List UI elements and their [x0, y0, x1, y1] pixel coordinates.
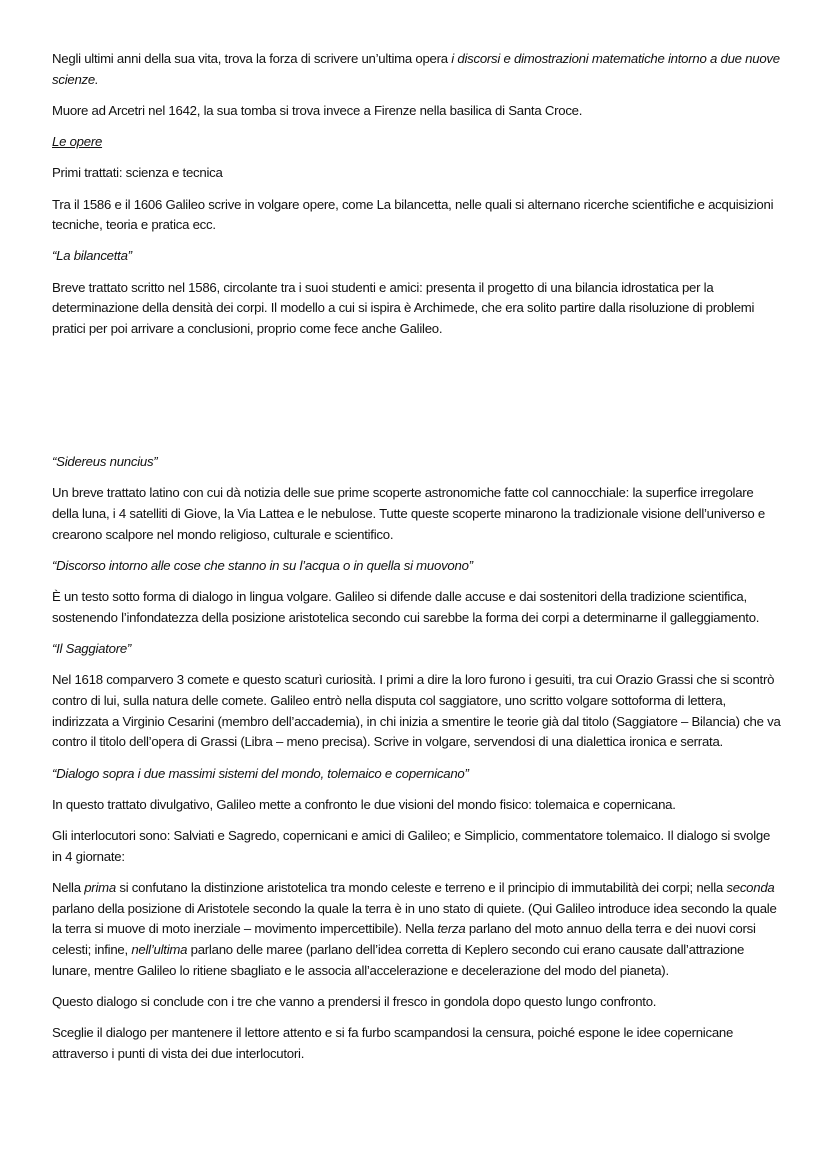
- paragraph-bilancetta: Breve trattato scritto nel 1586, circolante tra i suoi studenti e amici: presenta il progetto di una bilancia idrostatica per la determinazione della densità dei corpi. Il modello a cui si ispira è Archimede, che era solito partire dalla risoluzione di problemi pratici per poi arrivare a conclusioni, proprio come fece anche Galileo.: [52, 279, 755, 337]
- emphasis: seconda: [726, 879, 775, 895]
- paragraph-giornate: [52, 878, 782, 982]
- text: si confutano la distinzione aristotelica tra mondo celeste e terreno e il principio di immutabilità dei corpi; nella: [115, 879, 727, 895]
- paragraph-saggiatore: Nel 1618 comparvero 3 comete e questo scaturì curiosità. I primi a dire la loro furono i gesuiti, tra cui Orazio Grassi che si scontrò contro di lui, sulla natura delle comete. Galileo entrò nella disputa col saggiatore, uno scritto volgare sottoforma di lettera, indirizzata a Virginio Cesarini (membro dell’accademia), in chi inizia a smentire le teorie già dal titolo (Saggiatore – Bilancia) che va contro il titolo dell’opera di Grassi (Libra – meno precisa). Scrive in volgare, servendosi di una dialettica ironica e serrata.: [52, 672, 781, 750]
- paragraph-primi-trattati: Primi trattati: scienza e tecnica: [52, 165, 223, 181]
- paragraph-last-work: [52, 49, 782, 90]
- emphasis: nell’ultima: [131, 942, 188, 958]
- paragraph-sidereus: Un breve trattato latino con cui dà notizia delle sue prime scoperte astronomiche fatte col cannocchiale: la superfice irregolare della luna, i 4 satelliti di Giove, la Via Lattea e le nebulose. Tutte queste scoperte minarono la tradizionale visione dell’universo e crearono scalpore nel mondo religioso, culturale e scientifico.: [52, 485, 766, 542]
- text: Nella: [52, 879, 85, 895]
- text: Negli ultimi anni della sua vita, trova la forza di scrivere un’ultima opera: [52, 51, 452, 66]
- paragraph-conclusione: Questo dialogo si conclude con i tre che vanno a prendersi il fresco in gondola dopo questo lungo confronto.: [52, 994, 657, 1009]
- section-heading-opere: Le opere: [52, 134, 103, 150]
- text: parlano delle maree (parlano dell’idea corretta di Keplero secondo cui erano causate dall’attrazione lunare, mentre Galileo lo ritiene sbagliato e le associa all’accelerazione e decelerazione del modo del pianeta).: [52, 942, 745, 978]
- paragraph-discorso: È un testo sotto forma di dialogo in lingua volgare. Galileo si difende dalle accuse e dai sostenitori della tradizione scientifica, sostenendo l’infondatezza della posizione aristotelica secondo cui sarebbe la forma dei corpi a determinarne il galleggiamento.: [52, 589, 760, 625]
- heading-saggiatore: “Il Saggiatore”: [52, 641, 132, 657]
- blank-space: [52, 350, 782, 452]
- heading-bilancetta: “La bilancetta”: [52, 248, 132, 264]
- emphasis: terza: [437, 921, 466, 937]
- paragraph-dialogo-intro: In questo trattato divulgativo, Galileo mette a confronto le due visioni del mondo fisico: tolemaica e copernicana.: [52, 796, 676, 812]
- heading-sidereus: “Sidereus nuncius”: [52, 454, 158, 470]
- text: parlano del moto annuo della terra e dei nuovi corsi celesti; infine,: [52, 921, 756, 958]
- paragraph-1586-1606: Tra il 1586 e il 1606 Galileo scrive in volgare opere, come La bilancetta, nelle quali si alternano ricerche scientifiche e acquisizioni tecniche, teoria e pratica ecc.: [52, 196, 774, 233]
- paragraph-death: Muore ad Arcetri nel 1642, la sua tomba si trova invece a Firenze nella basilica di Santa Croce.: [52, 102, 583, 118]
- work-title: i discorsi e dimostrazioni matematiche intorno a due nuove scienze.: [52, 51, 780, 87]
- paragraph-censura: Sceglie il dialogo per mantenere il lettore attento e si fa furbo scampandosi la censura, poiché espone le idee copernicane attraverso i punti di vista dei due interlocutori.: [52, 1025, 734, 1061]
- emphasis: prima: [84, 879, 116, 895]
- heading-dialogo: “Dialogo sopra i due massimi sistemi del mondo, tolemaico e copernicano”: [52, 765, 469, 781]
- text: parlano della posizione di Aristotele secondo la quale la terra è in uno stato di quiete. (Qui Galileo introduce idea secondo la quale la terra si muove di moto inerziale – movimento impercettibile). Nella: [52, 900, 777, 937]
- document-page: [52, 49, 782, 1075]
- paragraph-interlocutori: Gli interlocutori sono: Salviati e Sagredo, copernicani e amici di Galileo; e Simplicio, commentatore tolemaico. Il dialogo si svolge in 4 giornate:: [52, 828, 771, 864]
- heading-discorso: “Discorso intorno alle cose che stanno in su l’acqua o in quella si muovono”: [52, 558, 473, 574]
